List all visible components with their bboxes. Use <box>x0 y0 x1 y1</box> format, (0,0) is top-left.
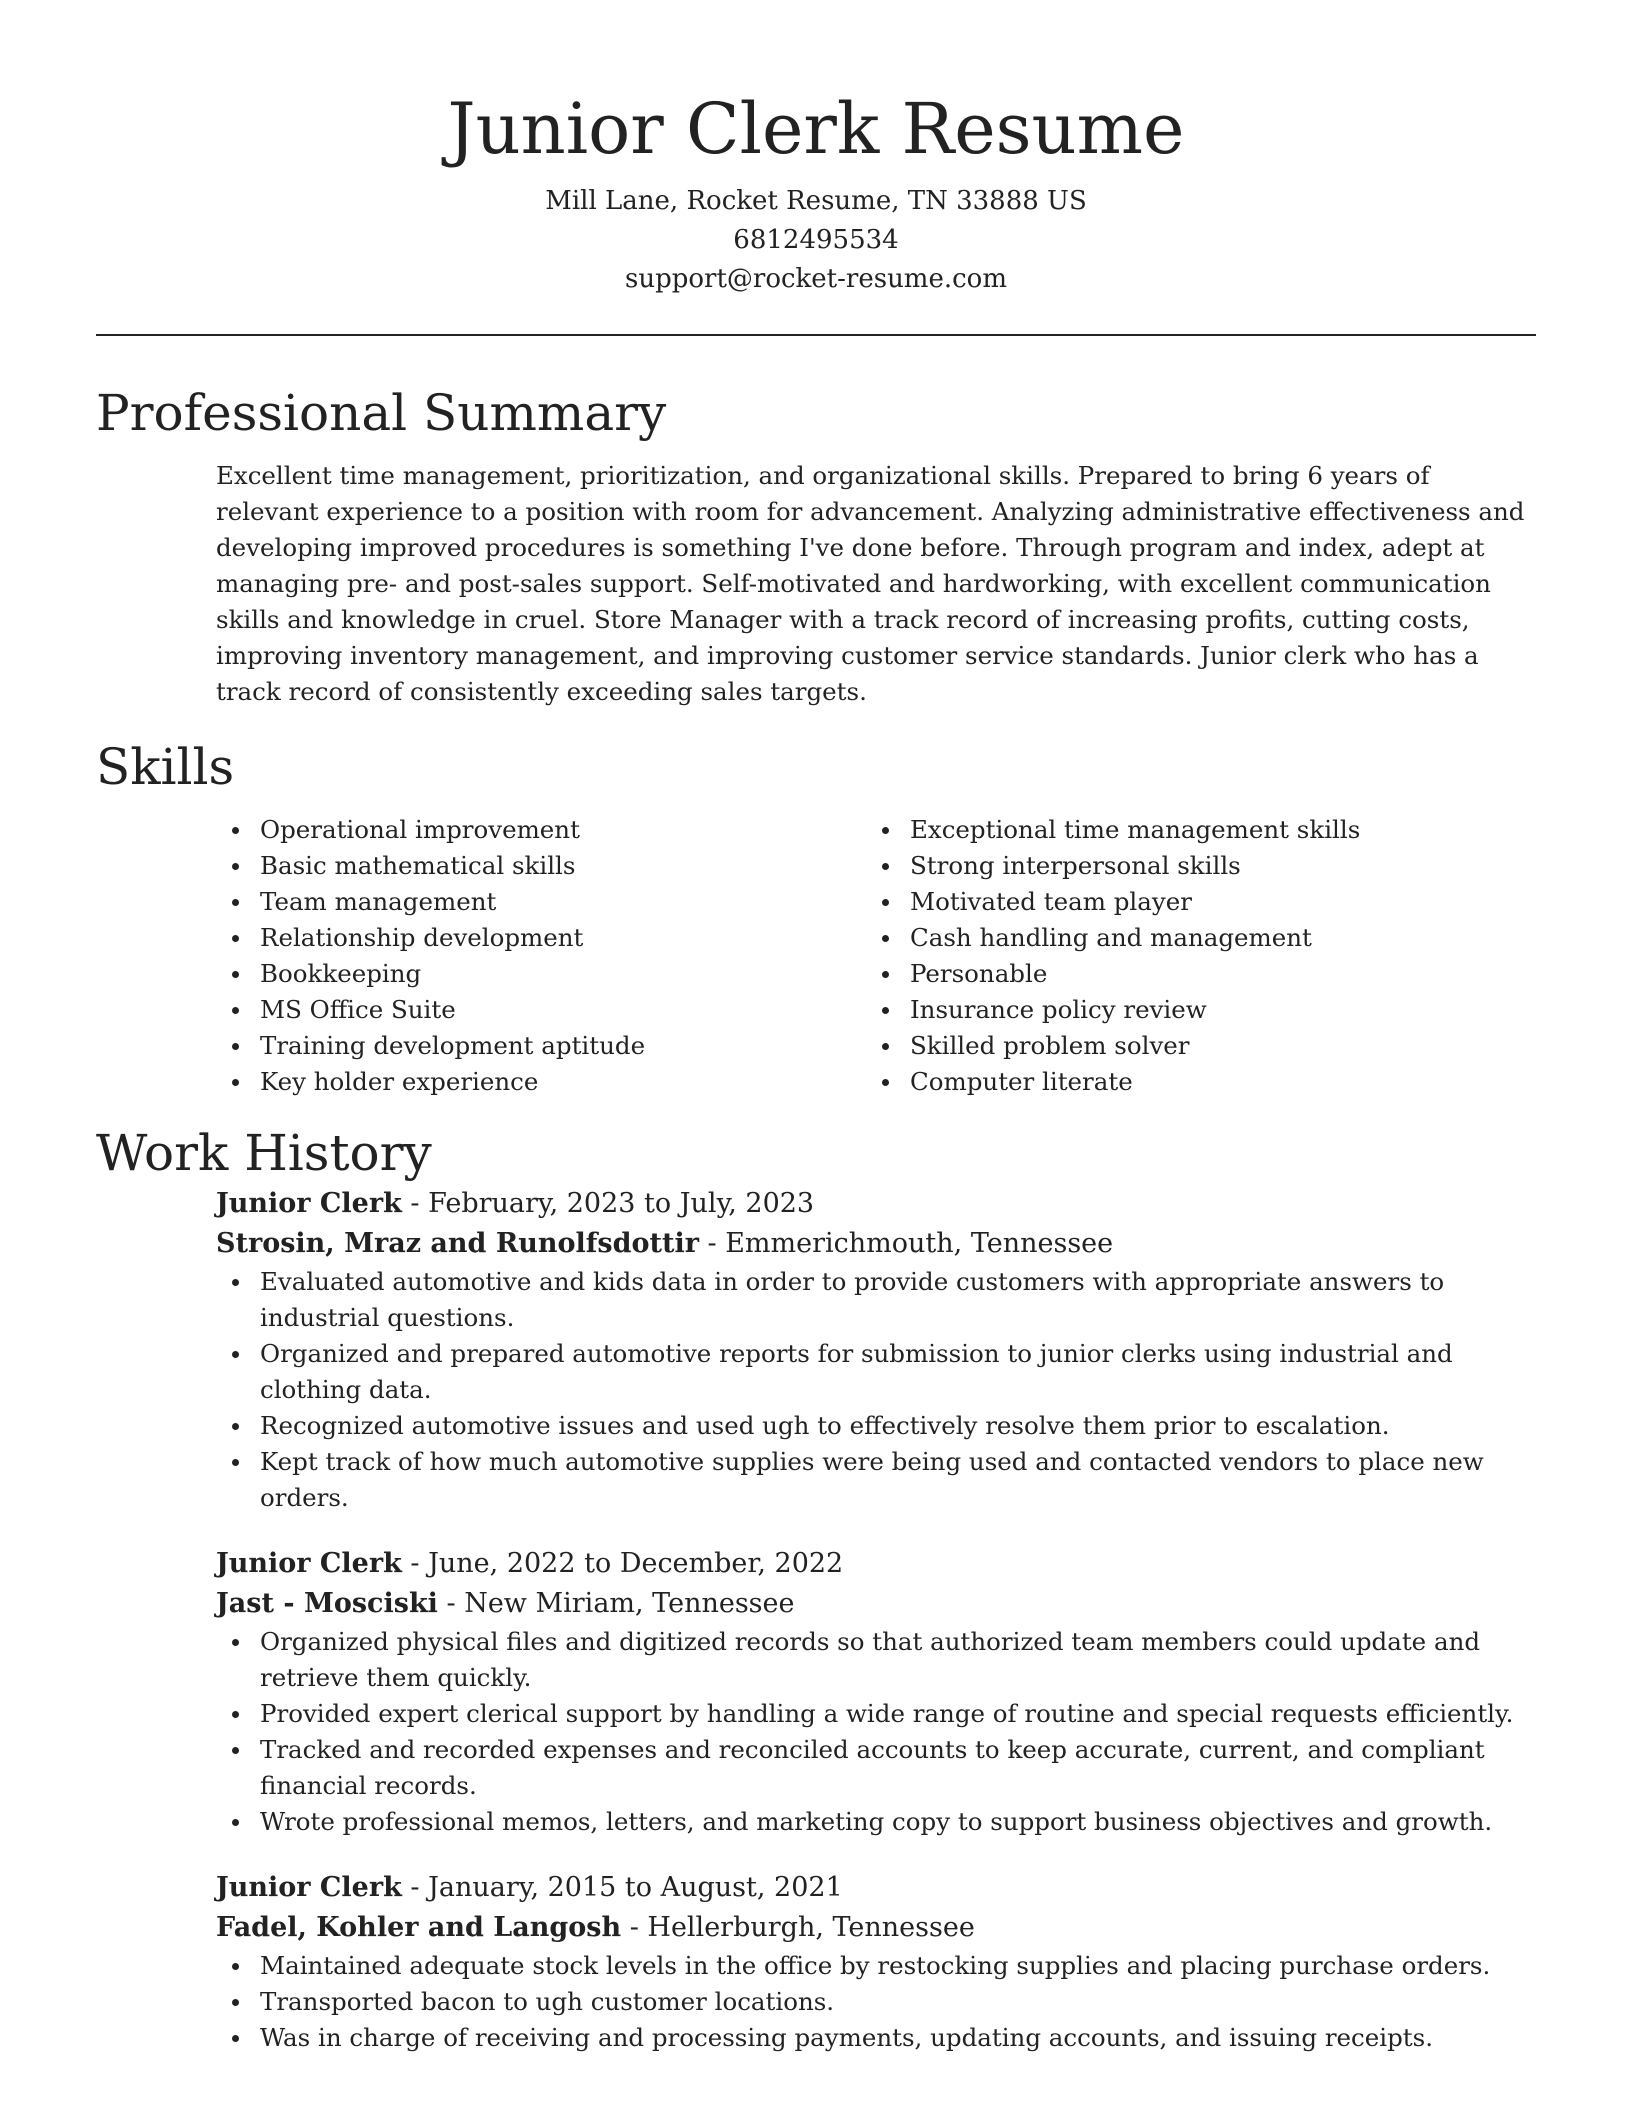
skill-item: Motivated team player <box>866 884 1516 920</box>
job-duty: Organized and prepared automotive reports for submission to junior clerks using industrial and clothing data. <box>216 1336 1536 1408</box>
job-entry <box>216 1868 1536 2056</box>
job-title-line <box>216 1868 1536 1908</box>
skill-item: Training development aptitude <box>216 1028 866 1064</box>
skill-item: Cash handling and management <box>866 920 1516 956</box>
skill-item: Skilled problem solver <box>866 1028 1516 1064</box>
job-duty: Transported bacon to ugh customer locations. <box>216 1984 1536 2020</box>
skills-column-right <box>866 812 1516 1100</box>
skills-list <box>216 812 1536 1100</box>
skill-item: Operational improvement <box>216 812 866 848</box>
resume-header <box>96 0 1536 299</box>
job-company: Fadel, Kohler and Langosh <box>216 1912 622 1943</box>
resume-title: Junior Clerk Resume <box>447 88 1185 170</box>
job-role: Junior Clerk <box>216 1188 402 1219</box>
job-dates: - February, 2023 to July, 2023 <box>401 1188 815 1219</box>
job-duty: Evaluated automotive and kids data in order to provide customers with appropriate answers to industrial questions. <box>216 1264 1536 1336</box>
job-company: Strosin, Mraz and Runolfsdottir <box>216 1228 699 1259</box>
job-duty: Was in charge of receiving and processing payments, updating accounts, and issuing receipts. <box>216 2020 1536 2056</box>
job-duty: Provided expert clerical support by handling a wide range of routine and special requests efficiently. <box>216 1696 1536 1732</box>
job-role: Junior Clerk <box>216 1548 402 1579</box>
job-title-line <box>216 1544 1536 1584</box>
resume-page <box>96 0 1536 2056</box>
contact-phone: 6812495534 <box>733 225 899 255</box>
skills-heading: Skills <box>96 738 235 796</box>
job-duty: Kept track of how much automotive supplies were being used and contacted vendors to place new orders. <box>216 1444 1536 1516</box>
skill-item: Computer literate <box>866 1064 1516 1100</box>
contact-block <box>96 182 1536 299</box>
contact-address: Mill Lane, Rocket Resume, TN 33888 US <box>545 186 1087 216</box>
job-company-line <box>216 1908 1536 1948</box>
skill-item: Relationship development <box>216 920 866 956</box>
job-duty: Recognized automotive issues and used ugh to effectively resolve them prior to escalation. <box>216 1408 1536 1444</box>
job-role: Junior Clerk <box>216 1872 402 1903</box>
job-duties <box>216 1948 1536 2056</box>
work-history-heading: Work History <box>96 1124 432 1182</box>
job-location: - Emmerichmouth, Tennessee <box>698 1228 1114 1259</box>
skill-item: Strong interpersonal skills <box>866 848 1516 884</box>
job-duties <box>216 1624 1536 1840</box>
skill-item: Insurance policy review <box>866 992 1516 1028</box>
job-company-line <box>216 1584 1536 1624</box>
job-location: - Hellerburgh, Tennessee <box>621 1912 975 1943</box>
skill-item: Key holder experience <box>216 1064 866 1100</box>
job-entry <box>216 1184 1536 1516</box>
skills-column-left <box>216 812 866 1100</box>
job-title-line <box>216 1184 1536 1224</box>
job-duty: Organized physical files and digitized records so that authorized team members could update and retrieve them quickly. <box>216 1624 1536 1696</box>
skill-item: Bookkeeping <box>216 956 866 992</box>
header-divider <box>96 334 1536 336</box>
job-duties <box>216 1264 1536 1516</box>
job-duty: Maintained adequate stock levels in the office by restocking supplies and placing purchase orders. <box>216 1948 1536 1984</box>
job-duty: Tracked and recorded expenses and reconciled accounts to keep accurate, current, and compliant financial records. <box>216 1732 1536 1804</box>
job-duty: Wrote professional memos, letters, and marketing copy to support business objectives and growth. <box>216 1804 1536 1840</box>
skill-item: MS Office Suite <box>216 992 866 1028</box>
skill-item: Personable <box>866 956 1516 992</box>
job-dates: - June, 2022 to December, 2022 <box>401 1548 844 1579</box>
summary-heading: Professional Summary <box>96 384 667 442</box>
skill-item: Exceptional time management skills <box>866 812 1516 848</box>
skill-item: Team management <box>216 884 866 920</box>
skill-item: Basic mathematical skills <box>216 848 866 884</box>
job-dates: - January, 2015 to August, 2021 <box>401 1872 843 1903</box>
contact-email: support@rocket-resume.com <box>624 264 1007 294</box>
job-company-line <box>216 1224 1536 1264</box>
job-company: Jast - Mosciski <box>216 1588 438 1619</box>
job-entry <box>216 1544 1536 1840</box>
summary-text: Excellent time management, prioritization, and organizational skills. Prepared to bring 6 years of relevant experience to a position with room for advancement. Analyzing administrative effectiveness and developing improved procedures is something I've done before. Through program and index, adept at managing pre- and post-sales support. Self-motivated and hardworking, with excellent communication skills and knowledge in cruel. Store Manager with a track record of increasing profits, cutting costs, improving inventory management, and improving customer service standards. Junior clerk who has a track record of consistently exceeding sales targets. <box>216 461 1525 706</box>
summary-section <box>216 458 1536 710</box>
job-location: - New Miriam, Tennessee <box>437 1588 795 1619</box>
